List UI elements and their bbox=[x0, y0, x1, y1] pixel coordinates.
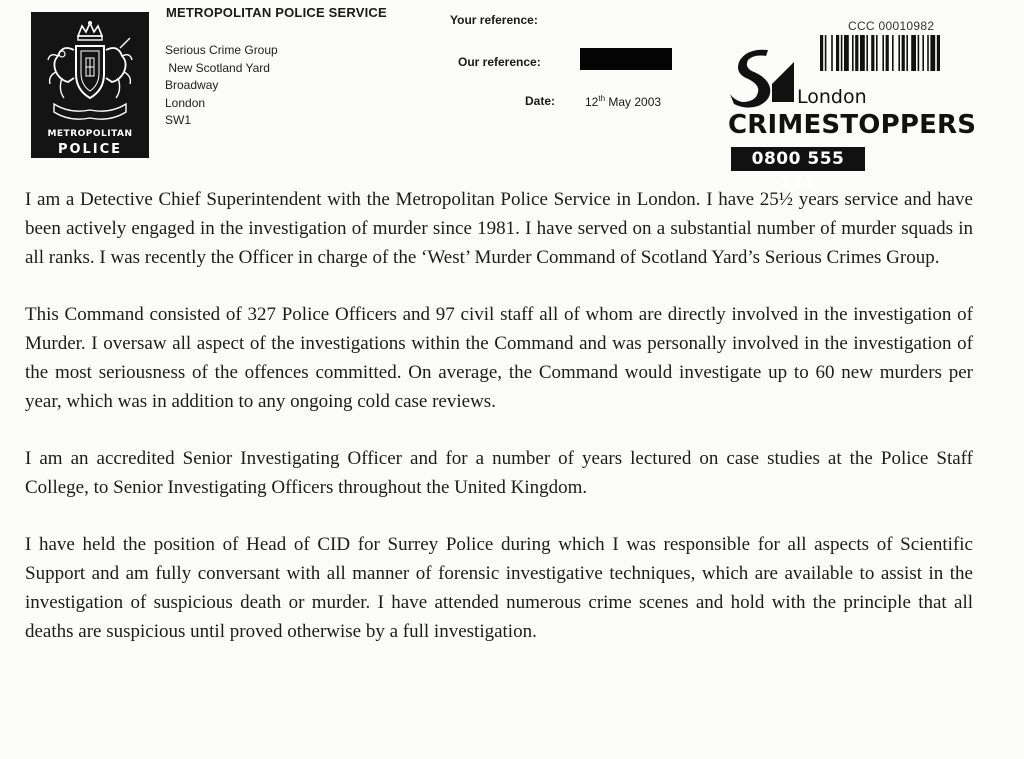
date-label: Date: bbox=[525, 94, 556, 108]
crest-label-bottom: POLICE bbox=[57, 142, 123, 157]
crimestoppers-city: London bbox=[797, 86, 867, 108]
address-line: Serious Crime Group bbox=[165, 43, 278, 57]
letter-body bbox=[25, 185, 973, 674]
barcode-number: CCC 00010982 bbox=[848, 19, 935, 33]
crimestoppers-phone: 0800 555 111 bbox=[731, 147, 865, 171]
police-crest-icon bbox=[40, 18, 140, 126]
organisation-name: METROPOLITAN POLICE SERVICE bbox=[166, 5, 387, 20]
crimestoppers-name: CRIMESTOPPERS bbox=[728, 110, 977, 140]
body-paragraph: I have held the position of Head of CID for Surrey Police during which I was responsible for all aspects of Scientific Support and am fully conversant with all manner of forensic investigative techniques, which are available to assist in the investigation of suspicious death or murder. I have attended numerous crime scenes and hold with the principle that all deaths are suspicious until proved otherwise by a full investigation. bbox=[25, 534, 973, 642]
body-paragraph: I am a Detective Chief Superintendent with the Metropolitan Police Service in London. I have 25½ years service and have been actively engaged in the investigation of murder since 1981. I have served on a substantial number of murder squads in all ranks. I was recently the Officer in charge of the ‘West’ Murder Command of Scotland Yard’s Serious Crimes Group. bbox=[25, 189, 973, 268]
our-reference-label: Our reference: bbox=[458, 55, 541, 69]
address-line: New Scotland Yard bbox=[165, 60, 270, 75]
crimestoppers-s-logo-icon bbox=[728, 46, 798, 110]
date-value bbox=[585, 94, 661, 109]
body-paragraph: This Command consisted of 327 Police Officers and 97 civil staff all of whom are directly involved in the investigation of Murder. I oversaw all aspect of the investigations within the Command and was personally involved in the investigation of the most seriousness of the offences committed. On average, the Command would investigate up to 60 new murders per year, which was in addition to any ongoing cold case reviews. bbox=[25, 304, 973, 412]
address-line: London bbox=[165, 95, 206, 110]
address-line: SW1 bbox=[165, 113, 192, 127]
your-reference-label: Your reference: bbox=[450, 13, 538, 27]
date-day: 12 bbox=[585, 95, 599, 109]
date-rest: May 2003 bbox=[605, 95, 662, 109]
date-ordinal: th bbox=[598, 94, 606, 103]
barcode-icon bbox=[820, 35, 988, 71]
redacted-reference bbox=[580, 48, 672, 70]
address-line: Broadway bbox=[165, 78, 219, 92]
met-police-crest bbox=[31, 12, 149, 158]
crest-label-top: METROPOLITAN bbox=[47, 129, 133, 139]
sender-address bbox=[165, 42, 278, 130]
body-paragraph: I am an accredited Senior Investigating Officer and for a number of years lectured on case studies at the Police Staff College, to Senior Investigating Officers throughout the United Kingdom. bbox=[25, 448, 973, 498]
